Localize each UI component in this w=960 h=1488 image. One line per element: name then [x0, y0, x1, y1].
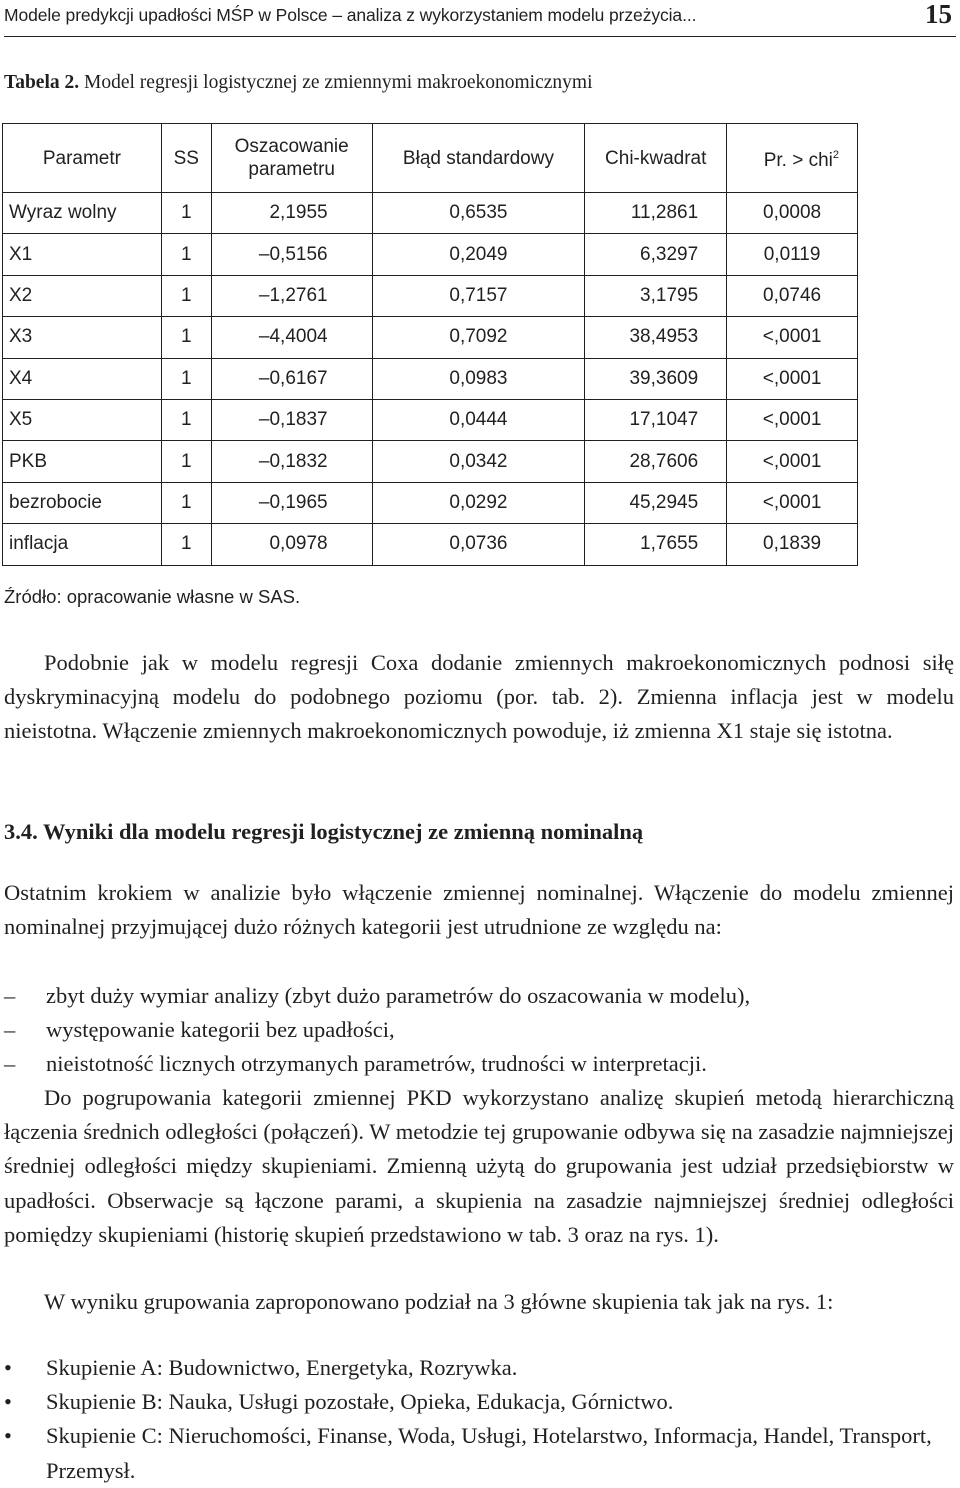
header-estimate-line1: Oszacowanie: [234, 136, 349, 157]
paragraph-4: W wyniku grupowania zaproponowano podział na 3 główne skupienia tak jak na rys. 1:: [44, 1289, 834, 1314]
table-caption-text: Model regresji logistycznej ze zmiennymi makroekonomicznymi: [79, 72, 593, 93]
cell-ss: 1: [161, 193, 211, 234]
section-heading: 3.4. Wyniki dla modelu regresji logistycznej ze zmienną nominalną: [4, 819, 644, 844]
cell-param: bezrobocie: [3, 482, 162, 523]
cell-param: PKB: [3, 441, 162, 482]
cell-param: X3: [3, 317, 162, 358]
bullet-list-text: Skupienie A: Budownictwo, Energetyka, Rozrywka.: [46, 1355, 518, 1380]
header-param: Parametr: [3, 124, 162, 193]
cell-est: –0,1837: [211, 399, 372, 440]
cell-est: –0,5156: [211, 234, 372, 275]
dash-list-marker: –: [4, 1017, 16, 1043]
cell-chi: 28,7606: [585, 441, 727, 482]
bullet-list-text: Skupienie C: Nieruchomości, Finanse, Woda, Usługi, Hotelarstwo, Informacja, Handel, Transport, Przemysł.: [46, 1423, 932, 1483]
cell-chi: 39,3609: [585, 358, 727, 399]
table-row: [3, 441, 858, 482]
header-ss: SS: [161, 124, 211, 193]
cell-ss: 1: [161, 399, 211, 440]
cell-se: 0,0444: [372, 399, 585, 440]
cell-chi: 38,4953: [585, 317, 727, 358]
table-row: [3, 317, 858, 358]
cell-pr: 0,0008: [727, 193, 858, 234]
cell-est: 0,0978: [211, 524, 372, 565]
cell-ss: 1: [161, 234, 211, 275]
dash-list-text: zbyt duży wymiar analizy (zbyt dużo parametrów do oszacowania w modelu),: [46, 983, 751, 1008]
cell-ss: 1: [161, 317, 211, 358]
header-p-value: [727, 124, 858, 193]
cell-se: 0,2049: [372, 234, 585, 275]
table-row: [3, 193, 858, 234]
header-standard-error: Błąd standardowy: [372, 124, 585, 193]
cell-ss: 1: [161, 524, 211, 565]
table-caption: [4, 72, 593, 94]
header-p-value-text: Pr. > chi: [763, 150, 833, 171]
cell-chi: 3,1795: [585, 275, 727, 316]
cell-se: 0,0292: [372, 482, 585, 523]
cell-pr: <,0001: [727, 358, 858, 399]
cell-pr: <,0001: [727, 317, 858, 358]
dash-list-item: [0, 1013, 956, 1047]
cell-chi: 45,2945: [585, 482, 727, 523]
running-title: Modele predykcji upadłości MŚP w Polsce – analiza z wykorzystaniem modelu przeżycia...: [4, 5, 697, 25]
cell-se: 0,6535: [372, 193, 585, 234]
cell-est: –0,1965: [211, 482, 372, 523]
cell-ss: 1: [161, 482, 211, 523]
cell-se: 0,0983: [372, 358, 585, 399]
table-header-row: [3, 124, 858, 193]
running-header: [4, 2, 956, 37]
table-row: [3, 275, 858, 316]
dash-list-marker: –: [4, 983, 16, 1008]
cell-chi: 11,2861: [585, 193, 727, 234]
paragraph-3: Do pogrupowania kategorii zmiennej PKD wykorzystano analizę skupień metodą hierarchiczną łączenia średnich odległości (połączeń). W metodzie tej grupowanie odbywa się na zasadzie najmniejszej średniej odległości między skupieniami. Zmienną użytą do grupowania jest udział przedsiębiorstw w upadłości. Obserwacje są łączone parami, a skupienia na zasadzie najmniejszej średniej odległości pomiędzy skupieniami (historię skupień przedstawiono w tab. 3 oraz na rys. 1).: [4, 1085, 954, 1247]
paragraph-1: Podobnie jak w modelu regresji Coxa dodanie zmiennych makroekonomicznych podnosi siłę dyskryminacyjną modelu do podobnego poziomu (por. tab. 2). Zmienna inflacja jest w modelu nieistotna. Włączenie zmiennych makroekonomicznych powoduje, iż zmienna X1 staje się istotna.: [4, 650, 954, 744]
cell-param: X4: [3, 358, 162, 399]
header-chi-square: Chi-kwadrat: [585, 124, 727, 193]
paragraph-2: Ostatnim krokiem w analizie było włączenie zmiennej nominalnej. Włączenie do modelu zmiennej nominalnej przyjmującej dużo różnych kategorii jest utrudnione ze względu na:: [4, 880, 954, 940]
cell-est: –0,6167: [211, 358, 372, 399]
header-p-value-sup: 2: [832, 149, 839, 161]
cell-param: Wyraz wolny: [3, 193, 162, 234]
cell-pr: <,0001: [727, 482, 858, 523]
cell-est: –1,2761: [211, 275, 372, 316]
cell-pr: 0,0746: [727, 275, 858, 316]
regression-table: [2, 123, 858, 566]
header-estimate: [211, 124, 372, 193]
cell-chi: 17,1047: [585, 399, 727, 440]
table-row: [3, 482, 858, 523]
cell-pr: 0,1839: [727, 524, 858, 565]
dash-list-text: występowanie kategorii bez upadłości,: [46, 1017, 395, 1043]
header-estimate-line2: parametru: [248, 159, 335, 180]
cell-chi: 6,3297: [585, 234, 727, 275]
dash-list-marker: –: [4, 1051, 16, 1077]
table-source: Źródło: opracowanie własne w SAS.: [4, 586, 301, 607]
page-number: 15: [925, 0, 952, 29]
cell-se: 0,7157: [372, 275, 585, 316]
cell-se: 0,0342: [372, 441, 585, 482]
cell-pr: <,0001: [727, 399, 858, 440]
cell-se: 0,0736: [372, 524, 585, 565]
cell-se: 0,7092: [372, 317, 585, 358]
table-caption-label: Tabela 2.: [4, 72, 80, 93]
cell-ss: 1: [161, 441, 211, 482]
cell-param: X1: [3, 234, 162, 275]
bullet-list-item: [0, 1419, 956, 1487]
table-row: [3, 358, 858, 399]
bullet-list: [0, 1351, 956, 1488]
bullet-list-item: [0, 1351, 956, 1385]
dash-list-item: [0, 979, 956, 1013]
cell-est: 2,1955: [211, 193, 372, 234]
cell-pr: 0,0119: [727, 234, 858, 275]
cell-est: –4,4004: [211, 317, 372, 358]
bullet-list-marker: •: [4, 1355, 12, 1380]
table-row: [3, 399, 858, 440]
bullet-list-marker: •: [4, 1389, 12, 1415]
table-row: [3, 524, 858, 565]
dash-list: [0, 979, 956, 1082]
bullet-list-text: Skupienie B: Nauka, Usługi pozostałe, Opieka, Edukacja, Górnictwo.: [46, 1389, 674, 1415]
cell-est: –0,1832: [211, 441, 372, 482]
cell-ss: 1: [161, 358, 211, 399]
table-row: [3, 234, 858, 275]
cell-param: inflacja: [3, 524, 162, 565]
table-body: [3, 193, 858, 566]
cell-chi: 1,7655: [585, 524, 727, 565]
cell-pr: <,0001: [727, 441, 858, 482]
bullet-list-marker: •: [4, 1423, 12, 1449]
cell-ss: 1: [161, 275, 211, 316]
dash-list-item: [0, 1047, 956, 1081]
cell-param: X5: [3, 399, 162, 440]
cell-param: X2: [3, 275, 162, 316]
bullet-list-item: [0, 1385, 956, 1419]
dash-list-text: nieistotność licznych otrzymanych parametrów, trudności w interpretacji.: [46, 1051, 707, 1077]
